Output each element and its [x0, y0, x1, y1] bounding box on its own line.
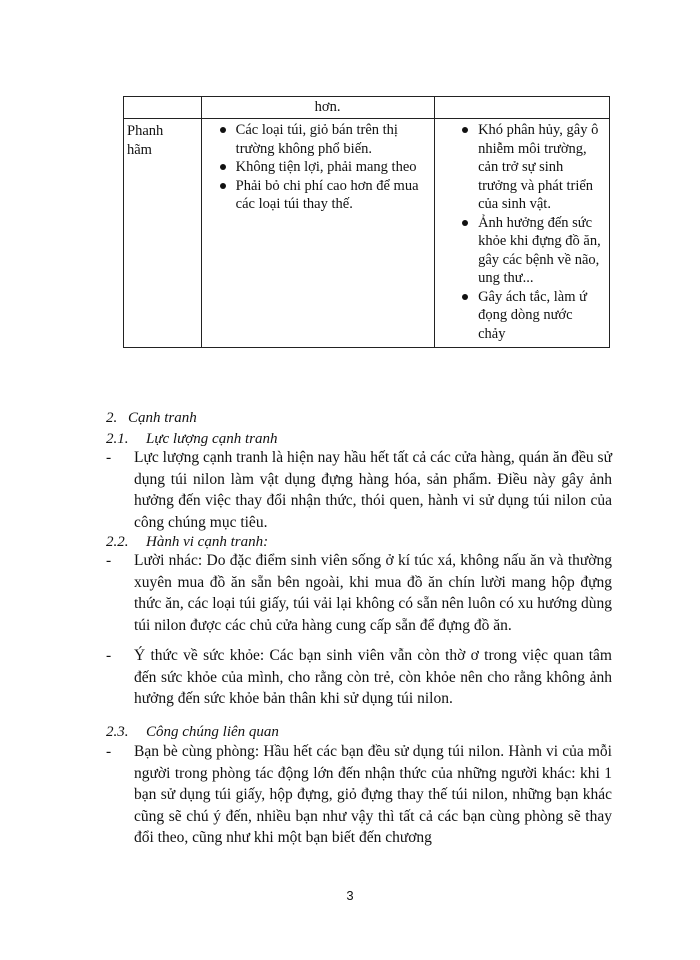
- bullet-list: [435, 119, 609, 347]
- list-item: Khó phân hủy, gây ô nhiễm môi trường, cản trở sự sinh trưởng và phát triển của sinh vật.: [478, 121, 601, 214]
- section-title: Lực lượng cạnh tranh: [146, 431, 278, 447]
- paragraph: [106, 645, 612, 710]
- row-label-line: hãm: [127, 141, 152, 158]
- paragraph-text: Bạn bè cùng phòng: Hầu hết các bạn đều sử dụng túi nilon. Hành vi của mỗi người trong phòng tác động lớn đến nhận thức của những người khác: khi 1 bạn sử dụng túi giấy, hộp đựng, giỏ đựng thay thế túi nilon, những bạn khác cũng sẽ chú ý đến, nhiều bạn như vậy thì tất cả các bạn cùng phòng sẽ thay đổi theo, cũng như khi một bạn biết đến chương: [134, 743, 612, 846]
- paragraph-text: Ý thức về sức khỏe: Các bạn sinh viên vẫn còn thờ ơ trong việc quan tâm đến sức khỏe của mình, cho rằng còn trẻ, còn khỏe nên cho rằng không ảnh hưởng đến sức khỏe bản thân khi sử dụng túi nilon.: [134, 647, 612, 707]
- table-cell-label: [124, 97, 202, 119]
- subsection-heading: [106, 532, 268, 552]
- list-item: Phải bỏ chi phí cao hơn để mua các loại túi thay thế.: [236, 177, 428, 214]
- continued-text: hơn.: [314, 99, 341, 115]
- dash-bullet: -: [106, 743, 112, 760]
- table-cell-list: [201, 119, 434, 348]
- dash-bullet: -: [106, 647, 112, 664]
- list-item: Không tiện lợi, phải mang theo: [236, 158, 428, 177]
- subsection-heading: [106, 429, 277, 449]
- table-cell-continuation: [201, 97, 434, 119]
- paragraph: [106, 550, 612, 636]
- table-cell-label: [124, 119, 202, 348]
- section-title: Cạnh tranh: [128, 410, 197, 426]
- dash-bullet: -: [106, 552, 112, 569]
- section-title: Hành vi cạnh tranh:: [146, 534, 269, 550]
- section-number: 2.2.: [106, 534, 129, 550]
- dash-bullet: -: [106, 449, 112, 466]
- section-number: 2.: [106, 410, 118, 426]
- row-label-line: Phanh: [127, 123, 164, 139]
- section-number: 2.3.: [106, 724, 129, 740]
- paragraph-text: Lực lượng cạnh tranh là hiện nay hầu hết tất cả các cửa hàng, quán ăn đều sử dụng túi nilon làm vật dụng đựng hàng hóa, sản phẩm. Điều này gây ảnh hưởng đến việc thay đổi nhận thức, thói quen, hành vi sử dụng túi nilon của công chúng mục tiêu.: [134, 449, 612, 531]
- paragraph: [106, 741, 612, 849]
- comparison-table: [123, 96, 610, 348]
- list-item: Ảnh hưởng đến sức khỏe khi đựng đồ ăn, gây các bệnh về não, ung thư...: [478, 214, 601, 286]
- section-number: 2.1.: [106, 431, 129, 447]
- paragraph-text: Lười nhác: Do đặc điểm sinh viên sống ở kí túc xá, không nấu ăn và thường xuyên mua đồ ăn sẵn bên ngoài, khi mua đồ ăn chín lười mang hộp đựng thức ăn, các loại túi giấy, túi vải lại không có sẵn nên luôn có xu hướng dùng túi nilon được các chủ cửa hàng cung cấp sẵn để đựng đồ ăn.: [134, 552, 612, 634]
- list-item: Gây ách tắc, làm ứ đọng dòng nước chảy: [478, 288, 601, 344]
- table-cell-empty: [435, 97, 610, 119]
- table-row: [124, 119, 610, 348]
- list-item: Các loại túi, giỏ bán trên thị trường không phổ biến.: [236, 121, 428, 158]
- table-cell-list: [435, 119, 610, 348]
- paragraph: [106, 447, 612, 533]
- page-number: 3: [346, 888, 354, 903]
- subsection-heading: [106, 722, 279, 742]
- section-title: Công chúng liên quan: [146, 724, 279, 740]
- table-row: [124, 97, 610, 119]
- bullet-list: [202, 119, 434, 218]
- section-heading: [106, 408, 197, 428]
